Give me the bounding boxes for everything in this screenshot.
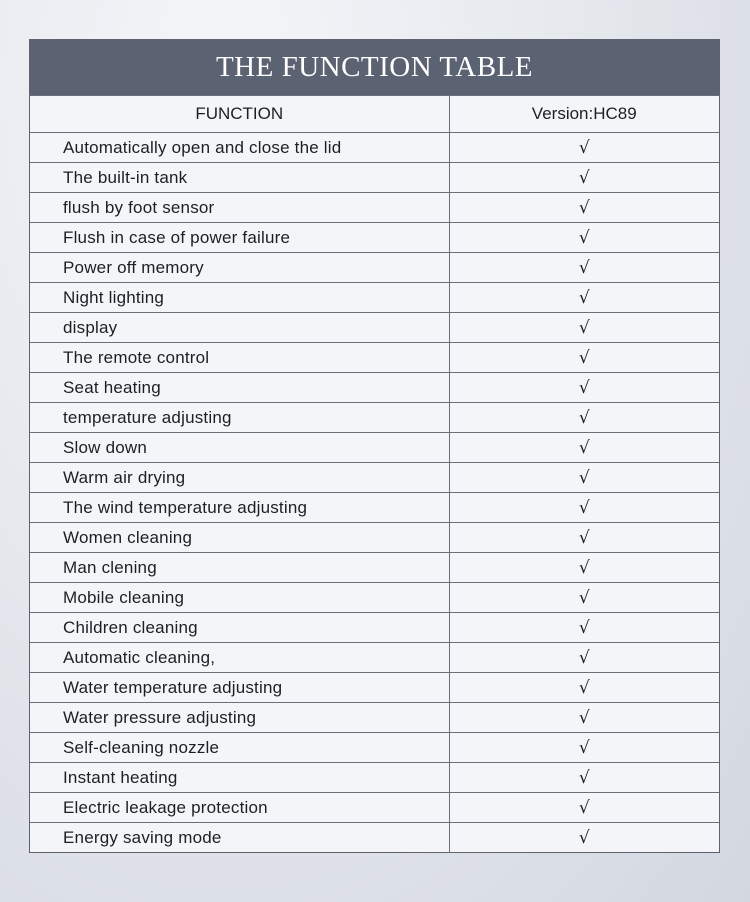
checkmark-icon: √ bbox=[449, 283, 719, 313]
table-row bbox=[30, 523, 719, 553]
table-row bbox=[30, 793, 719, 823]
function-label: Children cleaning bbox=[30, 613, 449, 643]
checkmark-icon: √ bbox=[449, 463, 719, 493]
checkmark-icon: √ bbox=[449, 253, 719, 283]
checkmark-icon: √ bbox=[449, 613, 719, 643]
table-row bbox=[30, 223, 719, 253]
checkmark-icon: √ bbox=[449, 523, 719, 553]
table-row bbox=[30, 643, 719, 673]
function-label: Water pressure adjusting bbox=[30, 703, 449, 733]
function-label: Flush in case of power failure bbox=[30, 223, 449, 253]
table-row bbox=[30, 343, 719, 373]
table-row bbox=[30, 493, 719, 523]
function-label: The remote control bbox=[30, 343, 449, 373]
function-label: Water temperature adjusting bbox=[30, 673, 449, 703]
checkmark-icon: √ bbox=[449, 433, 719, 463]
table-row bbox=[30, 283, 719, 313]
function-label: Electric leakage protection bbox=[30, 793, 449, 823]
checkmark-icon: √ bbox=[449, 193, 719, 223]
table-row bbox=[30, 703, 719, 733]
checkmark-icon: √ bbox=[449, 343, 719, 373]
table-row bbox=[30, 313, 719, 343]
function-label: Slow down bbox=[30, 433, 449, 463]
checkmark-icon: √ bbox=[449, 493, 719, 523]
function-label: The built-in tank bbox=[30, 163, 449, 193]
function-label: Seat heating bbox=[30, 373, 449, 403]
function-label: The wind temperature adjusting bbox=[30, 493, 449, 523]
header-version: Version:HC89 bbox=[449, 96, 719, 133]
function-label: Energy saving mode bbox=[30, 823, 449, 853]
checkmark-icon: √ bbox=[449, 823, 719, 853]
function-label: Night lighting bbox=[30, 283, 449, 313]
table-row bbox=[30, 583, 719, 613]
title-bar bbox=[30, 40, 719, 95]
function-label: temperature adjusting bbox=[30, 403, 449, 433]
table-row bbox=[30, 163, 719, 193]
table-row bbox=[30, 133, 719, 163]
checkmark-icon: √ bbox=[449, 223, 719, 253]
header-function: FUNCTION bbox=[30, 96, 449, 133]
function-label: flush by foot sensor bbox=[30, 193, 449, 223]
function-label: Women cleaning bbox=[30, 523, 449, 553]
checkmark-icon: √ bbox=[449, 163, 719, 193]
function-label: Mobile cleaning bbox=[30, 583, 449, 613]
table-row bbox=[30, 403, 719, 433]
function-label: Automatic cleaning, bbox=[30, 643, 449, 673]
function-label: Self-cleaning nozzle bbox=[30, 733, 449, 763]
function-label: Power off memory bbox=[30, 253, 449, 283]
table-row bbox=[30, 373, 719, 403]
table-title: THE FUNCTION TABLE bbox=[215, 51, 534, 83]
checkmark-icon: √ bbox=[449, 403, 719, 433]
function-label: Man clening bbox=[30, 553, 449, 583]
checkmark-icon: √ bbox=[449, 673, 719, 703]
table-row bbox=[30, 733, 719, 763]
table-body bbox=[30, 133, 719, 853]
table-row bbox=[30, 763, 719, 793]
checkmark-icon: √ bbox=[449, 313, 719, 343]
table-row bbox=[30, 193, 719, 223]
function-label: Automatically open and close the lid bbox=[30, 133, 449, 163]
table-row bbox=[30, 823, 719, 853]
checkmark-icon: √ bbox=[449, 703, 719, 733]
function-table bbox=[29, 39, 720, 853]
table-row bbox=[30, 433, 719, 463]
checkmark-icon: √ bbox=[449, 553, 719, 583]
checkmark-icon: √ bbox=[449, 373, 719, 403]
checkmark-icon: √ bbox=[449, 793, 719, 823]
checkmark-icon: √ bbox=[449, 643, 719, 673]
function-grid bbox=[30, 95, 719, 852]
table-row bbox=[30, 463, 719, 493]
function-label: display bbox=[30, 313, 449, 343]
function-label: Warm air drying bbox=[30, 463, 449, 493]
checkmark-icon: √ bbox=[449, 763, 719, 793]
checkmark-icon: √ bbox=[449, 133, 719, 163]
table-row bbox=[30, 253, 719, 283]
checkmark-icon: √ bbox=[449, 733, 719, 763]
table-row bbox=[30, 673, 719, 703]
checkmark-icon: √ bbox=[449, 583, 719, 613]
function-label: Instant heating bbox=[30, 763, 449, 793]
table-row bbox=[30, 613, 719, 643]
header-row bbox=[30, 96, 719, 133]
table-row bbox=[30, 553, 719, 583]
